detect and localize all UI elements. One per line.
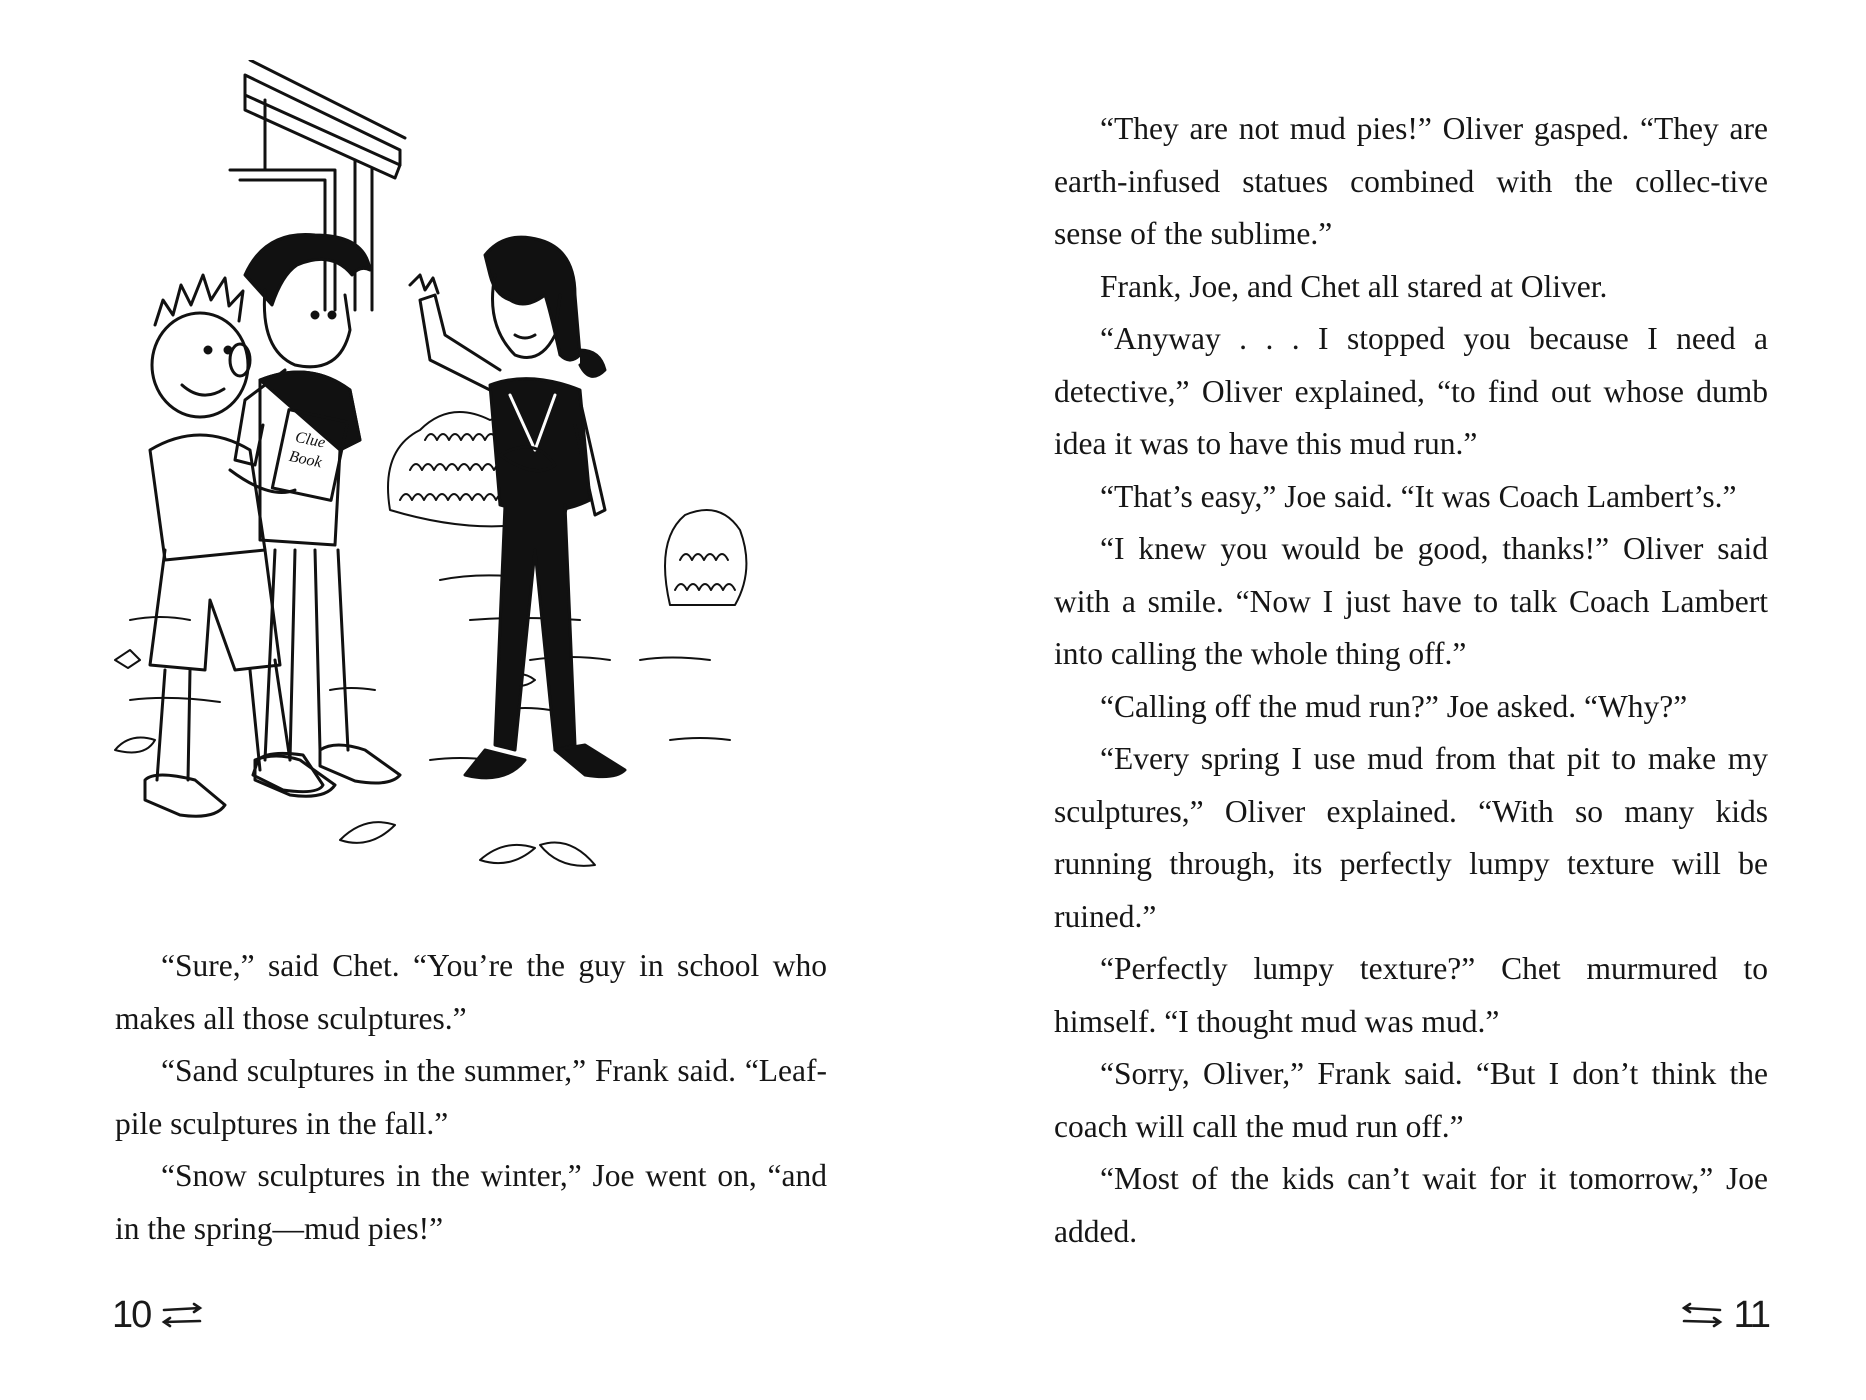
- page-number-footer: [112, 1290, 204, 1340]
- double-arrow-icon: [1680, 1302, 1724, 1328]
- notebook-text-clue: Clue: [293, 428, 327, 452]
- paragraph: “They are not mud pies!” Oliver gasped. “They are earth-infused statues combined with the collec-tive sense of the sublime.”: [1054, 111, 1768, 251]
- page-number: 10: [112, 1293, 151, 1336]
- illustration-three-boys-and-oliver: [110, 60, 770, 920]
- paragraph: “Most of the kids can’t wait for it tomorrow,” Joe added.: [1054, 1161, 1768, 1249]
- paragraph: “Sorry, Oliver,” Frank said. “But I don’t think the coach will call the mud run off.”: [1054, 1056, 1768, 1144]
- right-page-text: [1054, 103, 1768, 1258]
- paragraph: “Anyway . . . I stopped you because I need a detective,” Oliver explained, “to find out whose dumb idea it was to have this mud run.”: [1054, 321, 1768, 461]
- paragraph: Frank, Joe, and Chet all stared at Oliver.: [1100, 268, 1608, 304]
- oliver-drawing: [410, 237, 625, 778]
- frank-drawing: [235, 235, 400, 792]
- paragraph: “Calling off the mud run?” Joe asked. “Why?”: [1100, 688, 1688, 724]
- paragraph: “Every spring I use mud from that pit to make my sculptures,” Oliver explained. “With so many kids running through, its perfectly lumpy texture will be ruined.”: [1054, 741, 1768, 934]
- notebook-text-book: Book: [287, 447, 324, 472]
- page-number-footer: [1680, 1290, 1769, 1340]
- double-arrow-icon: [160, 1302, 204, 1328]
- chet-drawing: [145, 275, 335, 816]
- paragraph: “Sand sculptures in the summer,” Frank said. “Leaf-pile sculptures in the fall.”: [115, 1053, 827, 1141]
- right-page: [933, 0, 1866, 1400]
- paragraph: “Perfectly lumpy texture?” Chet murmured to himself. “I thought mud was mud.”: [1054, 951, 1768, 1039]
- paragraph: “Sure,” said Chet. “You’re the guy in school who makes all those sculptures.”: [115, 948, 827, 1036]
- paragraph: “That’s easy,” Joe said. “It was Coach Lambert’s.”: [1100, 478, 1737, 514]
- left-page-text: [115, 940, 827, 1255]
- page-number: 11: [1733, 1293, 1769, 1336]
- paragraph: “Snow sculptures in the winter,” Joe went on, “and in the spring—mud pies!”: [115, 1158, 827, 1246]
- paragraph: “I knew you would be good, thanks!” Oliver said with a smile. “Now I just have to talk Coach Lambert into calling the whole thing off.”: [1054, 531, 1768, 671]
